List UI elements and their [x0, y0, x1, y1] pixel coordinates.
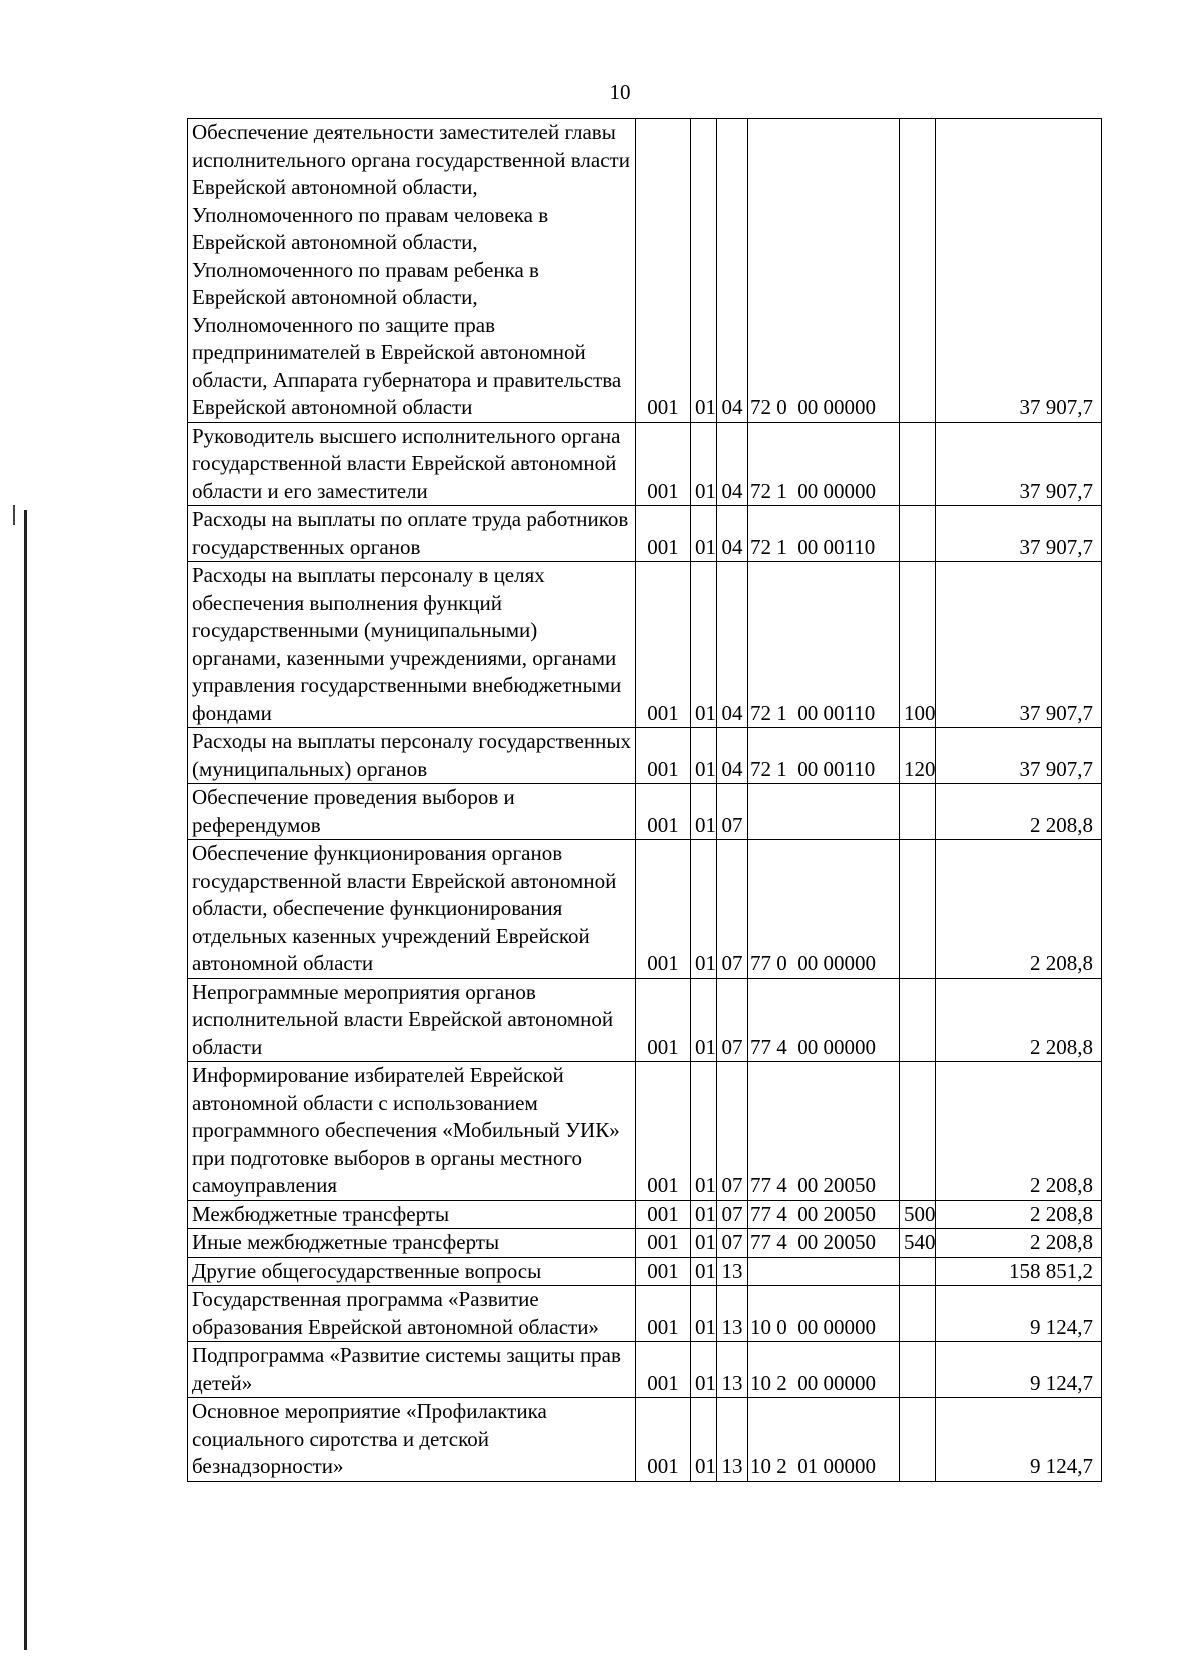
- row-csr-cell: [748, 562, 900, 728]
- row-subsection-cell: 07: [717, 1200, 748, 1229]
- row-section-cell: 01: [691, 784, 717, 840]
- table-row: [188, 1286, 1102, 1342]
- csr-code: 72 1 00 00110: [750, 534, 876, 559]
- row-vr-cell: [900, 978, 936, 1062]
- row-csr-cell: [748, 784, 900, 840]
- row-sum-cell: 2 208,8: [936, 1229, 1102, 1258]
- row-subsection-cell: 13: [717, 1398, 748, 1482]
- row-subsection-cell: 07: [717, 1062, 748, 1201]
- row-sum-cell: 2 208,8: [936, 978, 1102, 1062]
- row-vr-cell: [900, 1398, 936, 1482]
- row-name-cell: Обеспечение деятельности заместителей главы исполнительного органа государственной власти Еврейской автономной области, Уполномоченного по правам человека в Еврейской автономной области, Уполномоченного по правам ребенка в Еврейской автономной области, Уполномоченного по защите прав предпринимателей в Еврейской автономной области, Аппарата губернатора и правительства Еврейской автономной области: [188, 119, 636, 423]
- table-row: [188, 978, 1102, 1062]
- csr-code: 72 1 00 00000: [750, 478, 876, 503]
- row-csr-cell: [748, 728, 900, 784]
- row-subsection-cell: 13: [717, 1257, 748, 1286]
- table-row: [188, 119, 1102, 423]
- row-subsection-cell: 04: [717, 506, 748, 562]
- row-vr-cell: [900, 1342, 936, 1398]
- row-section-cell: 01: [691, 1229, 717, 1258]
- page-number: 10: [609, 80, 631, 104]
- scan-edge-mark-small: [13, 505, 15, 525]
- row-sum-cell: 37 907,7: [936, 562, 1102, 728]
- row-subsection-cell: 04: [717, 422, 748, 506]
- row-code-cell: 001: [636, 1229, 691, 1258]
- row-code-cell: 001: [636, 1257, 691, 1286]
- row-vr-cell: 120: [900, 728, 936, 784]
- row-section-cell: 01: [691, 1200, 717, 1229]
- row-section-cell: 01: [691, 1062, 717, 1201]
- row-csr-cell: [748, 1200, 900, 1229]
- row-name-cell: Иные межбюджетные трансферты: [188, 1229, 636, 1258]
- row-csr-cell: [748, 1398, 900, 1482]
- row-csr-cell: [748, 978, 900, 1062]
- row-vr-cell: 100: [900, 562, 936, 728]
- row-sum-cell: 2 208,8: [936, 840, 1102, 979]
- row-subsection-cell: 13: [717, 1342, 748, 1398]
- row-vr-cell: [900, 506, 936, 562]
- row-name-cell: Расходы на выплаты персоналу в целях обеспечения выполнения функций государственными (муниципальными) органами, казенными учреждениями, органами управления государственными внебюджетными фондами: [188, 562, 636, 728]
- row-code-cell: 001: [636, 784, 691, 840]
- csr-code: 10 2 00 00000: [750, 1370, 876, 1395]
- row-section-cell: 01: [691, 506, 717, 562]
- row-csr-cell: [748, 1257, 900, 1286]
- table-row: [188, 728, 1102, 784]
- table-row: [188, 784, 1102, 840]
- row-subsection-cell: 07: [717, 840, 748, 979]
- csr-code: 77 4 00 20050: [750, 1173, 876, 1197]
- row-subsection-cell: 04: [717, 119, 748, 423]
- row-name-cell: Руководитель высшего исполнительного органа государственной власти Еврейской автономной области и его заместители: [188, 422, 636, 506]
- table-row: [188, 506, 1102, 562]
- budget-table-body: [188, 119, 1102, 1482]
- row-code-cell: 001: [636, 1286, 691, 1342]
- row-code-cell: 001: [636, 978, 691, 1062]
- row-section-cell: 01: [691, 840, 717, 979]
- row-section-cell: 01: [691, 119, 717, 423]
- row-code-cell: 001: [636, 422, 691, 506]
- csr-code: 10 2 01 00000: [750, 1454, 876, 1478]
- row-vr-cell: [900, 840, 936, 979]
- row-code-cell: 001: [636, 119, 691, 423]
- row-vr-cell: [900, 1286, 936, 1342]
- table-row: [188, 562, 1102, 728]
- row-vr-cell: 540: [900, 1229, 936, 1258]
- row-section-cell: 01: [691, 422, 717, 506]
- row-section-cell: 01: [691, 1286, 717, 1342]
- row-vr-cell: [900, 422, 936, 506]
- row-sum-cell: 9 124,7: [936, 1342, 1102, 1398]
- row-section-cell: 01: [691, 562, 717, 728]
- row-name-cell: Основное мероприятие «Профилактика социального сиротства и детской безнадзорности»: [188, 1398, 636, 1482]
- row-name-cell: Обеспечение проведения выборов и референдумов: [188, 784, 636, 840]
- csr-code: 72 1 00 00110: [750, 700, 876, 725]
- csr-code: 72 0 00 00000: [750, 395, 876, 419]
- row-csr-cell: [748, 1286, 900, 1342]
- row-sum-cell: 2 208,8: [936, 1200, 1102, 1229]
- row-csr-cell: [748, 840, 900, 979]
- row-csr-cell: [748, 1229, 900, 1258]
- table-row: [188, 1200, 1102, 1229]
- row-subsection-cell: 13: [717, 1286, 748, 1342]
- row-vr-cell: [900, 119, 936, 423]
- row-code-cell: 001: [636, 506, 691, 562]
- row-subsection-cell: 07: [717, 784, 748, 840]
- row-csr-cell: [748, 119, 900, 423]
- csr-code: 77 0 00 00000: [750, 951, 876, 975]
- table-row: [188, 1229, 1102, 1258]
- csr-code: 77 4 00 20050: [750, 1201, 876, 1226]
- csr-code: 77 4 00 20050: [750, 1230, 876, 1254]
- row-subsection-cell: 04: [717, 728, 748, 784]
- row-name-cell: Государственная программа «Развитие образования Еврейской автономной области»: [188, 1286, 636, 1342]
- row-sum-cell: 37 907,7: [936, 119, 1102, 423]
- table-row: [188, 1398, 1102, 1482]
- row-sum-cell: 2 208,8: [936, 784, 1102, 840]
- table-row: [188, 1062, 1102, 1201]
- row-section-cell: 01: [691, 1398, 717, 1482]
- table-row: [188, 840, 1102, 979]
- row-csr-cell: [748, 1062, 900, 1201]
- table-row: [188, 1257, 1102, 1286]
- row-vr-cell: 500: [900, 1200, 936, 1229]
- row-sum-cell: 9 124,7: [936, 1286, 1102, 1342]
- row-code-cell: 001: [636, 1398, 691, 1482]
- table-row: [188, 1342, 1102, 1398]
- row-name-cell: Другие общегосударственные вопросы: [188, 1257, 636, 1286]
- row-name-cell: Непрограммные мероприятия органов исполнительной власти Еврейской автономной области: [188, 978, 636, 1062]
- row-section-cell: 01: [691, 728, 717, 784]
- row-sum-cell: 2 208,8: [936, 1062, 1102, 1201]
- row-section-cell: 01: [691, 978, 717, 1062]
- row-code-cell: 001: [636, 1342, 691, 1398]
- row-csr-cell: [748, 422, 900, 506]
- row-csr-cell: [748, 1342, 900, 1398]
- row-subsection-cell: 04: [717, 562, 748, 728]
- row-sum-cell: 37 907,7: [936, 728, 1102, 784]
- row-code-cell: 001: [636, 1200, 691, 1229]
- row-vr-cell: [900, 784, 936, 840]
- row-name-cell: Обеспечение функционирования органов государственной власти Еврейской автономной области, обеспечение функционирования отдельных казенных учреждений Еврейской автономной области: [188, 840, 636, 979]
- row-sum-cell: 9 124,7: [936, 1398, 1102, 1482]
- row-code-cell: 001: [636, 562, 691, 728]
- csr-code: 10 0 00 00000: [750, 1314, 876, 1339]
- row-csr-cell: [748, 506, 900, 562]
- row-name-cell: Расходы на выплаты по оплате труда работников государственных органов: [188, 506, 636, 562]
- row-section-cell: 01: [691, 1342, 717, 1398]
- row-name-cell: Расходы на выплаты персоналу государственных (муниципальных) органов: [188, 728, 636, 784]
- row-sum-cell: 37 907,7: [936, 422, 1102, 506]
- row-sum-cell: 37 907,7: [936, 506, 1102, 562]
- row-name-cell: Информирование избирателей Еврейской автономной области с использованием программного обеспечения «Мобильный УИК» при подготовке выборов в органы местного самоуправления: [188, 1062, 636, 1201]
- csr-code: 72 1 00 00110: [750, 756, 876, 781]
- table-row: [188, 422, 1102, 506]
- scan-edge-mark: [24, 510, 27, 1650]
- row-vr-cell: [900, 1062, 936, 1201]
- row-subsection-cell: 07: [717, 978, 748, 1062]
- row-vr-cell: [900, 1257, 936, 1286]
- row-code-cell: 001: [636, 728, 691, 784]
- row-subsection-cell: 07: [717, 1229, 748, 1258]
- row-code-cell: 001: [636, 840, 691, 979]
- row-name-cell: Подпрограмма «Развитие системы защиты прав детей»: [188, 1342, 636, 1398]
- row-sum-cell: 158 851,2: [936, 1257, 1102, 1286]
- row-name-cell: Межбюджетные трансферты: [188, 1200, 636, 1229]
- row-section-cell: 01: [691, 1257, 717, 1286]
- row-code-cell: 001: [636, 1062, 691, 1201]
- budget-table: [187, 118, 1102, 1482]
- csr-code: 77 4 00 00000: [750, 1034, 876, 1059]
